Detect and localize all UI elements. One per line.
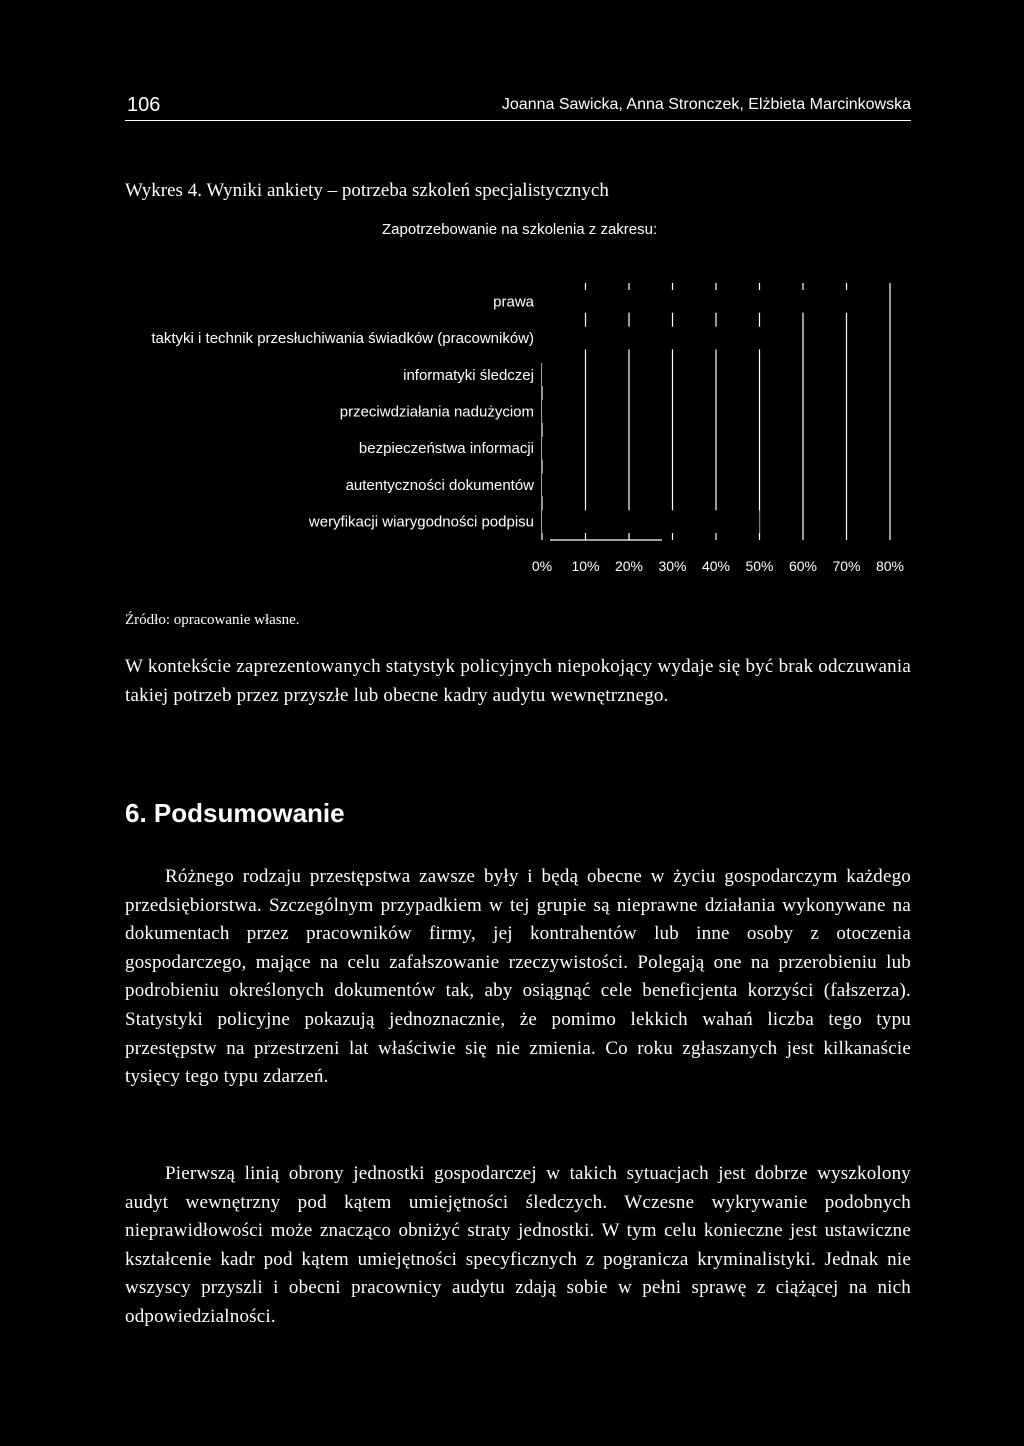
running-head: Joanna Sawicka, Anna Stronczek, Elżbieta Marcinkowska	[501, 96, 911, 113]
bar	[542, 437, 546, 460]
x-tick-label: 10%	[571, 558, 600, 574]
x-tick-label: 80%	[875, 558, 905, 574]
category-label: przeciwdziałania nadużyciom	[339, 403, 534, 421]
figure-source: Źródło: opracowanie własne.	[125, 612, 300, 628]
bar	[542, 474, 544, 497]
bar	[542, 327, 794, 350]
category-label: weryfikacji wiarygodności podpisu	[308, 513, 534, 531]
chart-title: Zapotrzebowanie na szkolenia z zakresu:	[382, 221, 658, 238]
bar	[542, 400, 546, 423]
paragraph-intro: W kontekście zaprezentowanych statystyk policyjnych niepokojący wydaje się być brak odczuwania takiej potrzeb przez przyszłe lub obecne kadry audytu wewnętrznego.	[125, 656, 911, 706]
figure-caption: Wykres 4. Wyniki ankiety – potrzeba szkoleń specjalistycznych	[125, 180, 609, 201]
bar	[542, 510, 760, 533]
category-label: informatyki śledczej	[403, 366, 534, 384]
paragraph-summary-1: Różnego rodzaju przestępstwa zawsze były i będą obecne w życiu gospodarczym każdego przedsiębiorstwa. Szczególnym przypadkiem w tej grupie są nieprawne działania wykonywane na dokumentach przez pracowników firmy, jej kontrahentów lub inne osoby z otoczenia gospodarczego, mające na celu zafałszowanie rzeczywistości. Polegają one na przerobieniu lub podrobieniu określonych dokumentów tak, aby osiągnąć cele beneficjenta korzyści (fałszerza). Statystyki policyjne pokazują jednoznacznie, że pomimo lekkich wahań liczba tego typu przestępstw na przestrzeni lat właściwie się nie zmienia. Co roku zgłaszanych jest kilkanaście tysięcy tego typu zdarzeń.	[125, 866, 911, 1088]
section-heading: 6. Podsumowanie	[125, 798, 345, 828]
x-tick-label: 40%	[701, 558, 731, 574]
category-label: prawa	[493, 293, 534, 311]
x-tick-label: 0%	[531, 558, 553, 574]
bar	[542, 363, 546, 386]
category-label: taktyki i technik przesłuchiwania świadków (pracowników)	[151, 330, 534, 348]
x-tick-label: 60%	[788, 558, 818, 574]
category-label: bezpieczeństwa informacji	[358, 440, 534, 458]
x-tick-label: 50%	[745, 558, 774, 574]
x-tick-label: 20%	[614, 558, 644, 574]
category-label: autentyczności dokumentów	[345, 476, 534, 494]
page-number: 106	[127, 94, 161, 116]
paragraph-summary-2: Pierwszą linią obrony jednostki gospodarczej w takich sytuacjach jest dobrze wyszkolony audyt wewnętrzny pod kątem umiejętności śledczych. Wczesne wykrywanie podobnych nieprawidłowości może znacząco obniżyć straty jednostki. W tym celu konieczne jest ustawiczne kształcenie kadr pod kątem umiejętności specyficznych z pogranicza kryminalistyki. Jednak nie wszyscy przyszli i obecni pracownicy audytu zdają sobie w pełni sprawę z ciążącej na nich odpowiedzialności.	[125, 1163, 911, 1327]
x-tick-label: 30%	[658, 558, 687, 574]
bar	[542, 290, 877, 313]
x-tick-label: 70%	[832, 558, 861, 574]
bar-chart	[0, 0, 1024, 600]
